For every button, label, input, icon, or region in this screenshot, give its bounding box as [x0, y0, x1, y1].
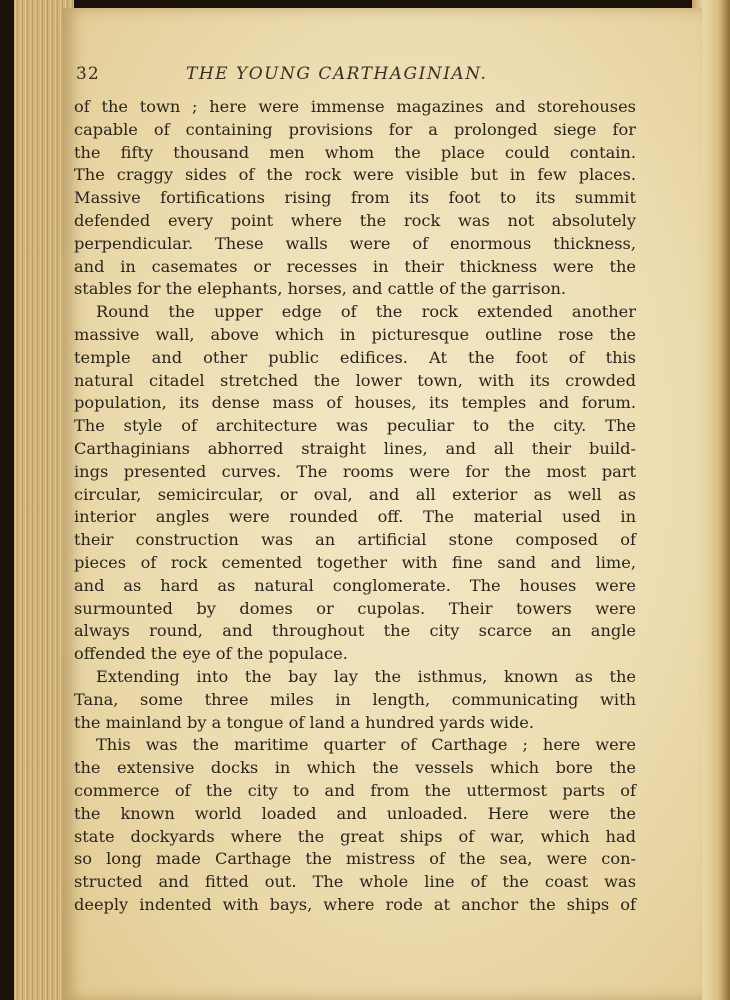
text-line: the extensive docks in which the vessels which bore the [74, 758, 636, 778]
text-line: stables for the elephants, horses, and cattle of the garrison. [74, 279, 567, 299]
page-number: 32 [76, 64, 100, 84]
running-title: THE YOUNG CARTHAGINIAN. [186, 64, 488, 84]
text-line: so long made Carthage the mistress of the sea, were con- [74, 849, 636, 869]
text-line: and in casemates or recesses in their thickness were the [74, 256, 636, 276]
text-line: temple and other public edifices. At the foot of this [74, 347, 636, 367]
page-header [76, 64, 636, 86]
text-line: surmounted by domes or cupolas. Their towers were [74, 598, 636, 618]
text-line: ings presented curves. The rooms were for the most part [74, 461, 636, 481]
text-line: the fifty thousand men whom the place could contain. [74, 142, 636, 162]
text-line: massive wall, above which in picturesque outline rose the [74, 324, 636, 344]
text-line: structed and fitted out. The whole line of the coast was [74, 872, 636, 892]
text-line: The craggy sides of the rock were visible but in few places. [74, 165, 636, 185]
text-line: perpendicular. These walls were of enormous thickness, [74, 233, 636, 253]
text-line: natural citadel stretched the lower town, with its crowded [74, 370, 636, 390]
text-line: commerce of the city to and from the uttermost parts of [74, 780, 636, 800]
body-text [74, 96, 636, 917]
text-line: state dockyards where the great ships of war, which had [74, 826, 636, 846]
text-line: capable of containing provisions for a prolonged siege for [74, 119, 636, 139]
text-line: defended every point where the rock was not absolutely [74, 210, 636, 230]
text-line: circular, semicircular, or oval, and all exterior as well as [74, 484, 636, 504]
text-line: deeply indented with bays, where rode at anchor the ships of [74, 894, 636, 914]
text-line: The style of architecture was peculiar to the city. The [74, 416, 636, 436]
text-line: Round the upper edge of the rock extended another [96, 302, 636, 322]
text-line: Tana, some three miles in length, communicating with [74, 689, 636, 709]
text-line: and as hard as natural conglomerate. The houses were [74, 575, 636, 595]
text-line: This was the maritime quarter of Carthage ; here were [96, 735, 636, 755]
text-line: pieces of rock cemented together with fine sand and lime, [74, 552, 636, 572]
text-line: their construction was an artificial stone composed of [74, 530, 636, 550]
text-line: population, its dense mass of houses, its temples and forum. [74, 393, 636, 413]
text-line: of the town ; here were immense magazines and storehouses [74, 97, 636, 116]
text-line: Massive fortifications rising from its foot to its summit [74, 188, 636, 208]
text-line: the known world loaded and unloaded. Here were the [74, 803, 636, 823]
text-line: offended the eye of the populace. [74, 644, 348, 664]
text-line: Carthaginians abhorred straight lines, and all their build- [74, 438, 636, 458]
text-line: interior angles were rounded off. The material used in [74, 507, 636, 527]
text-line: the mainland by a tongue of land a hundred yards wide. [74, 712, 535, 732]
text-line: Extending into the bay lay the isthmus, known as the [96, 666, 636, 686]
text-line: always round, and throughout the city scarce an angle [74, 621, 636, 641]
